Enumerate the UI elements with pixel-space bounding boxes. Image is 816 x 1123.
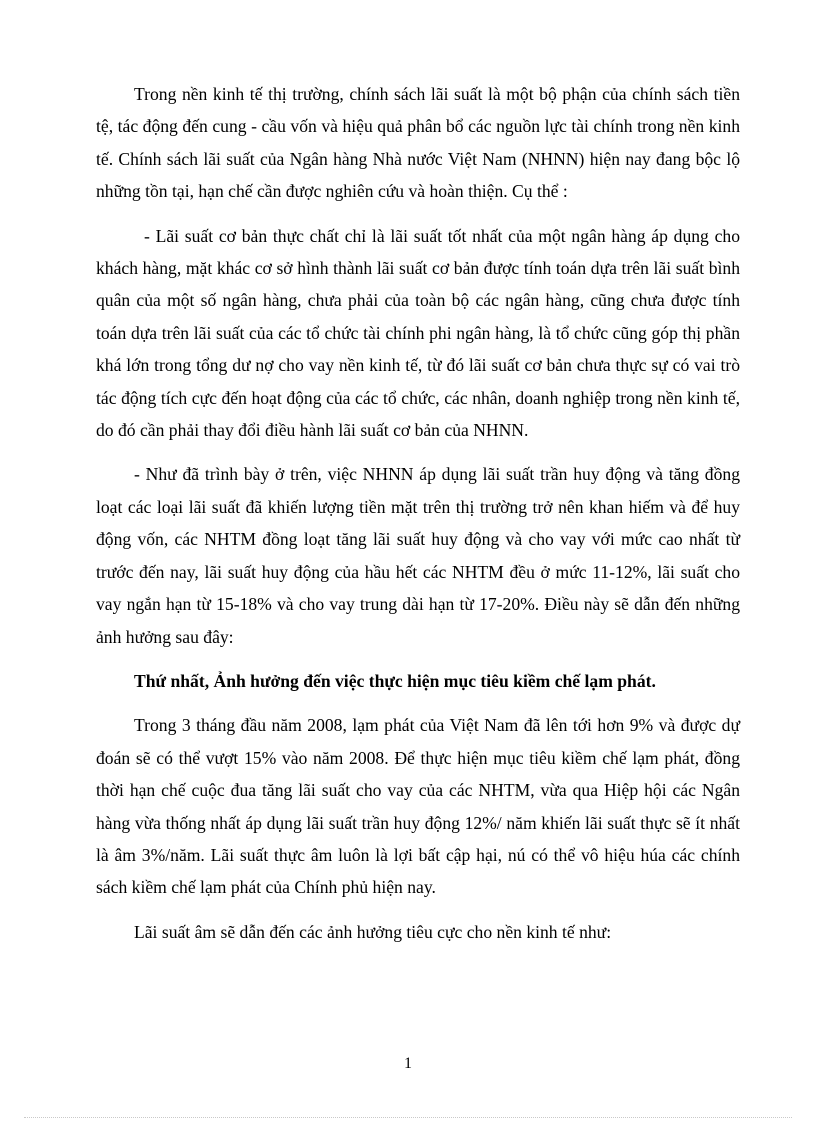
- section-heading: Thứ nhất, Ảnh hưởng đến việc thực hiện mục tiêu kiềm chế lạm phát.: [134, 670, 656, 691]
- paragraph-intro: Trong nền kinh tế thị trường, chính sách lãi suất là một bộ phận của chính sách tiền tệ, tác động đến cung - cầu vốn và hiệu quả phân bổ các nguồn lực tài chính trong nền kinh tế. Chính sách lãi suất của Ngân hàng Nhà nước Việt Nam (NHNN) hiện nay đang bộc lộ những tồn tại, hạn chế cần được nghiên cứu và hoàn thiện. Cụ thể :: [96, 84, 740, 202]
- document-body: [96, 78, 740, 948]
- paragraph-inflation: Trong 3 tháng đầu năm 2008, lạm phát của Việt Nam đã lên tới hơn 9% và được dự đoán sẽ có thể vượt 15% vào năm 2008. Để thực hiện mục tiêu kiềm chế lạm phát, đồng thời hạn chế cuộc đua tăng lãi suất cho vay của các NHTM, vừa qua Hiệp hội các Ngân hàng vừa thống nhất áp dụng lãi suất trần huy động 12%/ năm khiến lãi suất thực sẽ ít nhất là âm 3%/năm. Lãi suất thực âm luôn là lợi bất cập hại, nú có thể vô hiệu húa các chính sách kiềm chế lạm phát của Chính phủ hiện nay.: [96, 715, 740, 898]
- paragraph-rate-ceiling: - Như đã trình bày ở trên, việc NHNN áp dụng lãi suất trần huy động và tăng đồng loạt các loại lãi suất đã khiến lượng tiền mặt trên thị trường trở nên khan hiếm và để huy động vốn, các NHTM đồng loạt tăng lãi suất huy động và cho vay với mức cao nhất từ trước đến nay, lãi suất huy động của hầu hết các NHTM đều ở mức 11-12%, lãi suất cho vay ngắn hạn từ 15-18% và cho vay trung dài hạn từ 17-20%. Điều này sẽ dẫn đến những ảnh hưởng sau đây:: [96, 464, 740, 647]
- paragraph-negative-rate: Lãi suất âm sẽ dẫn đến các ảnh hưởng tiêu cực cho nền kinh tế như:: [134, 921, 612, 942]
- page-number: 1: [404, 1055, 412, 1072]
- paragraph-base-rate: - Lãi suất cơ bản thực chất chỉ là lãi suất tốt nhất của một ngân hàng áp dụng cho khách hàng, mặt khác cơ sở hình thành lãi suất cơ bản được tính toán dựa trên lãi suất bình quân của một số ngân hàng, chưa phải của toàn bộ các ngân hàng, cũng chưa được tính toán dựa trên lãi suất của các tổ chức tài chính phi ngân hàng, là tổ chức cũng góp thị phần khá lớn trong tổng dư nợ cho vay nền kinh tế, từ đó lãi suất cơ bản chưa thực sự có vai trò tác động tích cực đến hoạt động của các tổ chức, các nhân, doanh nghiệp trong nền kinh tế, do đó cần phải thay đổi điều hành lãi suất cơ bản của NHNN.: [96, 225, 740, 441]
- page-divider: [24, 1117, 792, 1118]
